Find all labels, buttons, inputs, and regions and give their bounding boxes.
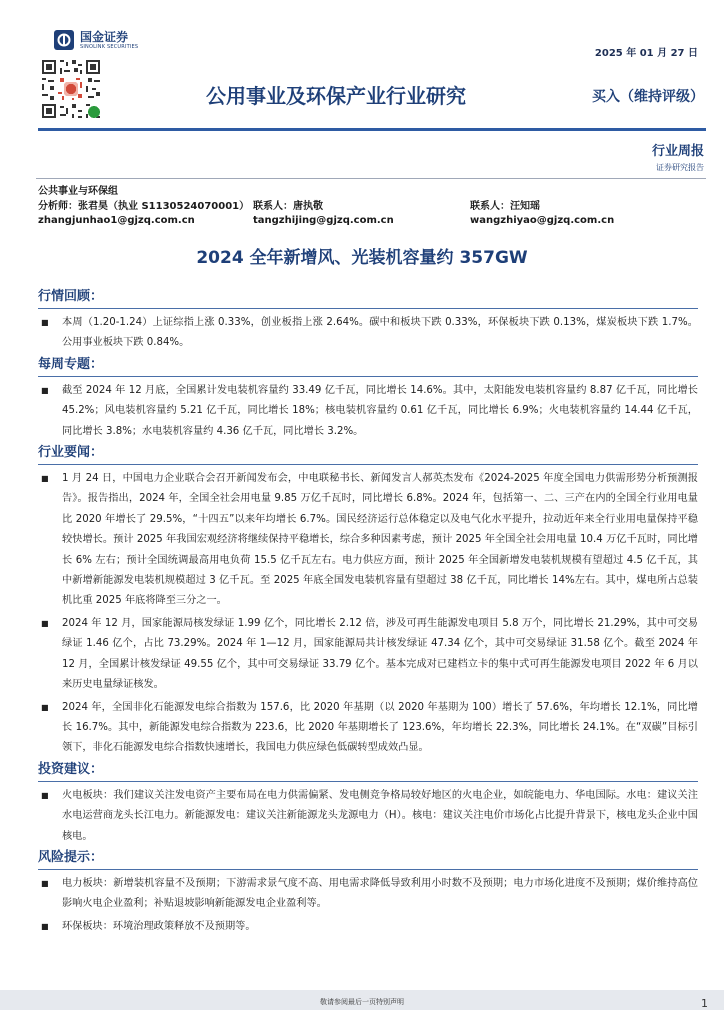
report-type: 行业周报 (651, 144, 704, 159)
list-item (38, 698, 698, 759)
rating-label: 买入（维持评级） (592, 89, 704, 105)
section-risk-warning (38, 849, 698, 937)
team-name: 公共事业与环保组 (38, 186, 118, 197)
square-bullet-icon: ■ (41, 878, 49, 888)
section-weekly-topic (38, 356, 698, 442)
report-date: 2025 年 01 月 27 日 (594, 48, 698, 59)
item-text: 火电板块：我们建议关注发电资产主要布局在电力供需偏紧、发电侧竞争格局较好地区的火电企业，如皖能电力、华电国际。水电：建议关注水电运营商龙头长江电力。新能源发电：建议关注新能源龙头龙源电力（H）。核电：建议关注电价市场化占比提升背景下，核电龙头企业中国核电。 (62, 789, 698, 842)
header-divider (38, 128, 706, 131)
square-bullet-icon: ■ (41, 618, 49, 628)
contact-1-name: 联系人：唐执敬 (253, 200, 323, 212)
item-text: 2024 年，全国非化石能源发电综合指数为 157.6，比 2020 年基期（以 2020 年基期为 100）增长了 57.6%，年均增长 12.1%，同比增长 16.7%。其中，新能源发电综合指数为 223.6，比 2020 年基期增长了 123.6%，年均增长 22.3%，同比增长 24.1%。在“双碳”目标引领下，非化石能源发电综合指数快速增长，我国电力供应绿色低碳转型成效凸显。 (62, 701, 698, 754)
item-text: 电力板块：新增装机容量不及预期；下游需求景气度不高、用电需求降低导致利用小时数不及预期；电力市场化进度不及预期；煤价维持高位影响火电企业盈利；补贴退坡影响新能源发电企业盈利等。 (62, 877, 698, 910)
square-bullet-icon: ■ (41, 790, 49, 800)
section-title: 每周专题： (38, 356, 104, 372)
section-divider (38, 308, 698, 309)
footer-disclaimer: 敬请参阅最后一页特别声明 (320, 998, 404, 1006)
qr-code-image (40, 58, 102, 120)
item-text: 1 月 24 日，中国电力企业联合会召开新闻发布会，中电联秘书长、新闻发言人郝英杰发布《2024-2025 年度全国电力供需形势分析预测报告》。报告指出，2024 年，全国全社会用电量 9.85 万亿千瓦时，同比增长 6.8%。2024 年，包括第一、二、三产在内的全国全行业用电量比 2020 年增长了 29.5%，“十四五”以来年均增长 6.7%。国民经济运行总体稳定以及电气化水平提升，拉动近年来全行业用电量保持平稳较快增长。预计 2025 年我国宏观经济将继续保持平稳增长，综合多种因素考虑，预计 2025 年全国全社会用电量 10.4 万亿千瓦时，同比增长 6% 左右；预计全国统调最高用电负荷 15.5 亿千瓦左右。电力供应方面，预计 2025 年全国新增发电装机规模有望超过 4.5 亿千瓦，其中新增新能源发电装机规模超过 3 亿千瓦。至 2025 年底全国发电装机容量有望超过 38 亿千瓦，同比增长 14%左右。其中，煤电所占总装机比重 2025 年底将降至三分之一。 (62, 473, 698, 607)
section-investment-advice (38, 761, 698, 847)
company-name-cn: 国金证券 (80, 29, 129, 44)
section-divider (38, 464, 698, 465)
square-bullet-icon: ■ (41, 921, 49, 931)
contact-2-name: 联系人：汪知瑶 (470, 200, 540, 212)
square-bullet-icon: ■ (41, 318, 49, 327)
author-divider (36, 178, 706, 179)
page-number: 1 (701, 997, 708, 1010)
company-name-en: SINOLINK SECURITIES (80, 43, 139, 50)
list-item (38, 381, 698, 442)
report-headline: 2024 全年新增风、光装机容量约 357GW (196, 248, 528, 268)
item-text: 本周（1.20-1.24）上证综指上涨 0.33%，创业板指上涨 2.64%。碳中和板块下跌 0.33%，环保板块下跌 0.13%，煤炭板块下跌 1.7%。公用事业板块下跌 0.84%。 (62, 317, 698, 349)
section-title: 风险提示： (38, 849, 104, 865)
section-title: 行情回顾： (38, 289, 104, 304)
list-item (38, 313, 698, 354)
square-bullet-icon: ■ (41, 385, 49, 395)
section-title: 行业要闻： (38, 445, 104, 461)
report-subtype: 证券研究报告 (656, 163, 704, 172)
authors-block (38, 185, 615, 229)
analyst-email[interactable]: zhangjunhao1@gjzq.com.cn (38, 215, 195, 226)
contact-2-email[interactable]: wangzhiyao@gjzq.com.cn (470, 215, 615, 226)
report-title: 公用事业及环保产业行业研究 (206, 84, 466, 108)
item-text: 环保板块：环境治理政策释放不及预期等。 (62, 920, 256, 932)
square-bullet-icon: ■ (41, 702, 49, 712)
item-text: 2024 年 12 月，国家能源局核发绿证 1.99 亿个，同比增长 2.12 倍，涉及可再生能源发电项目 5.8 万个，同比增长 21.29%，其中可交易绿证 1.46 亿个，占比 73.29%。2024 年 1—12 月，国家能源局共计核发绿证 47.34 亿个，其中可交易绿证 31.58 亿个。截至 2024 年 12 月，全国累计核发绿证 49.55 亿个，其中可交易绿证 33.79 亿个。基本完成对已建档立卡的集中式可再生能源发电项目 2022 年 6 月以来历史电量绿证核发。 (62, 617, 698, 691)
section-market-review (38, 288, 698, 354)
section-divider (38, 781, 698, 782)
list-item (38, 614, 698, 696)
section-divider (38, 869, 698, 870)
section-divider (38, 376, 698, 377)
contact-1-email[interactable]: tangzhijing@gjzq.com.cn (253, 215, 394, 226)
report-body (38, 288, 698, 939)
list-item (38, 917, 698, 937)
list-item (38, 874, 698, 915)
list-item (38, 786, 698, 847)
analyst-name: 分析师：张君昊（执业 S1130524070001） (38, 200, 250, 212)
section-industry-news (38, 444, 698, 759)
section-title: 投资建议： (38, 761, 104, 777)
list-item (38, 469, 698, 612)
sinolink-logo-icon (54, 30, 74, 50)
company-logo (54, 30, 138, 50)
square-bullet-icon: ■ (41, 474, 49, 484)
item-text: 截至 2024 年 12 月底，全国累计发电装机容量约 33.49 亿千瓦，同比增长 14.6%。其中，太阳能发电装机容量约 8.87 亿千瓦，同比增长 45.2%；风电装机容量约 5.21 亿千瓦，同比增长 18%；核电装机容量约 0.61 亿千瓦，同比增长 6.9%；火电装机容量约 14.44 亿千瓦，同比增长 3.8%；水电装机容量约 4.36 亿千瓦，同比增长 3.2%。 (62, 384, 698, 437)
